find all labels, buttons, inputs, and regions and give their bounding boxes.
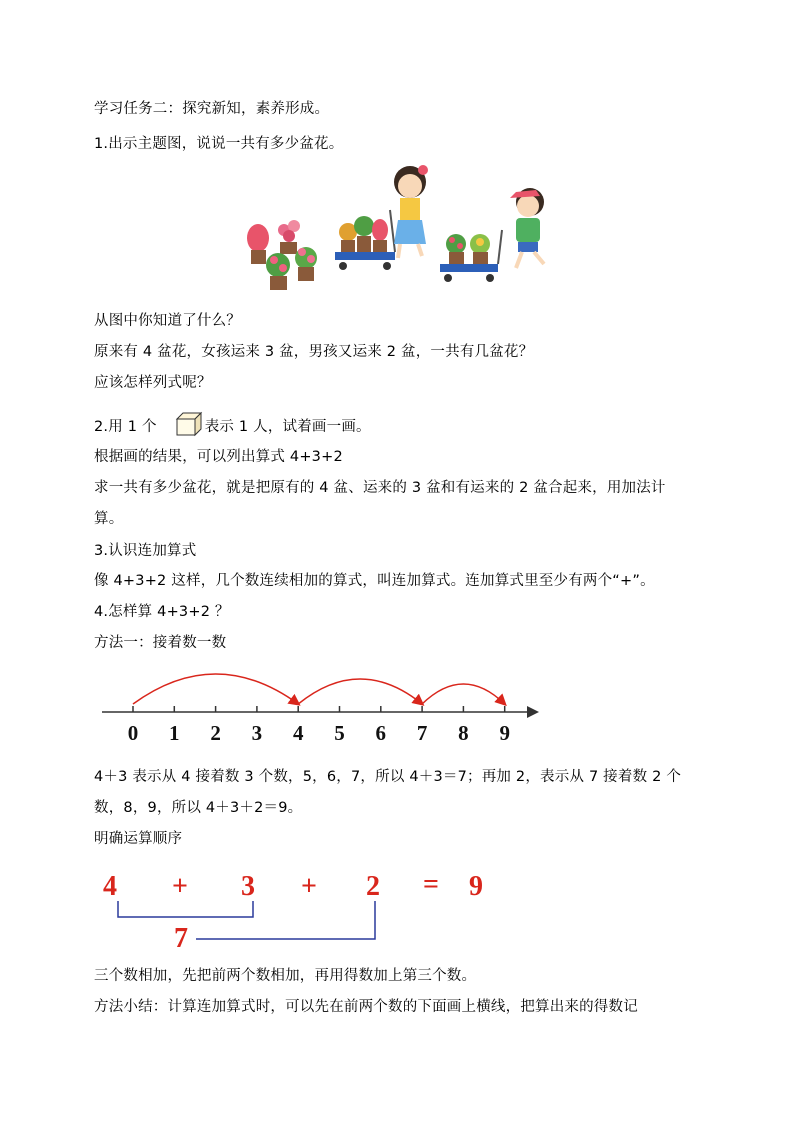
flower-pots-original bbox=[247, 220, 317, 290]
jump-arc-4-to-7 bbox=[298, 679, 422, 704]
operand-3: 3 bbox=[241, 871, 255, 902]
task-title: 学习任务二：探究新知，素养形成。 bbox=[94, 101, 330, 117]
bracket-second-step bbox=[196, 901, 375, 939]
plus-sign-1: + bbox=[172, 871, 188, 902]
question-formula: 应该怎样列式呢？ bbox=[94, 375, 212, 391]
method-summary: 方法小结：计算连加算式时，可以先在前两个数的下面画上横线，把算出来的得数记 bbox=[94, 999, 638, 1015]
equals-sign: = bbox=[423, 869, 439, 900]
method-1-label: 方法一：接着数一数 bbox=[94, 635, 227, 651]
bracket-first-pair bbox=[118, 901, 253, 917]
result-formula-line: 根据画的结果，可以列出算式 4+3+2 bbox=[94, 449, 343, 465]
number-line bbox=[100, 670, 550, 750]
tick-label-6: 6 bbox=[375, 721, 387, 745]
counting-explanation-1: 4＋3 表示从 4 接着数 3 个数，5，6，7，所以 4＋3＝7；再加 2，表示从 7 接着数 2 个 bbox=[94, 769, 682, 785]
order-title: 明确运算顺序 bbox=[94, 831, 183, 847]
tick-label-0: 0 bbox=[127, 721, 139, 745]
boy-figure bbox=[510, 188, 544, 268]
counting-explanation-2: 数，8，9，所以 4＋3＋2＝9。 bbox=[94, 800, 303, 816]
tick-label-2: 2 bbox=[210, 721, 221, 745]
operand-4: 4 bbox=[103, 871, 117, 902]
conclusion-line: 三个数相加，先把前两个数相加，再用得数加上第三个数。 bbox=[94, 968, 477, 984]
tick-label-4: 4 bbox=[292, 721, 304, 745]
tick-label-7: 7 bbox=[416, 721, 428, 745]
cube-icon bbox=[175, 411, 203, 442]
problem-statement: 原来有 4 盆花，女孩运来 3 盆，男孩又运来 2 盆，一共有几盆花？ bbox=[94, 344, 534, 360]
jump-arc-7-to-9 bbox=[422, 684, 505, 704]
item-1-heading: 1.出示主题图，说说一共有多少盆花。 bbox=[94, 136, 344, 152]
girl-cart bbox=[335, 210, 395, 270]
tick-label-8: 8 bbox=[458, 721, 469, 745]
plus-sign-2: + bbox=[301, 871, 317, 902]
tick-label-1: 1 bbox=[169, 721, 180, 745]
girl-figure bbox=[394, 165, 428, 258]
item-3-heading: 3.认识连加算式 bbox=[94, 543, 197, 559]
theme-illustration bbox=[240, 160, 570, 300]
tick-label-9: 9 bbox=[499, 721, 510, 745]
item-2-post: 表示 1 人，试着画一画。 bbox=[204, 419, 371, 435]
tick-label-5: 5 bbox=[334, 721, 345, 745]
item-2-pre: 2.用 1 个 bbox=[94, 419, 157, 435]
jump-arc-0-to-4 bbox=[133, 674, 298, 704]
item-4-heading: 4.怎样算 4+3+2 ？ bbox=[94, 604, 230, 620]
boy-cart bbox=[440, 230, 502, 282]
explanation-line-2: 算。 bbox=[94, 511, 124, 527]
question-what-know: 从图中你知道了什么？ bbox=[94, 313, 241, 329]
item-3-description: 像 4+3+2 这样，几个数连续相加的算式，叫连加算式。连加算式里至少有两个“+”。 bbox=[94, 573, 655, 589]
tick-label-3: 3 bbox=[251, 721, 263, 745]
item-2-heading bbox=[94, 411, 371, 442]
partial-sum-7: 7 bbox=[174, 923, 188, 954]
operation-order-diagram bbox=[100, 865, 500, 955]
result-9: 9 bbox=[469, 871, 483, 902]
operand-2: 2 bbox=[366, 871, 380, 902]
explanation-line-1: 求一共有多少盆花，就是把原有的 4 盆、运来的 3 盆和有运来的 2 盆合起来，用加法计 bbox=[94, 480, 666, 496]
